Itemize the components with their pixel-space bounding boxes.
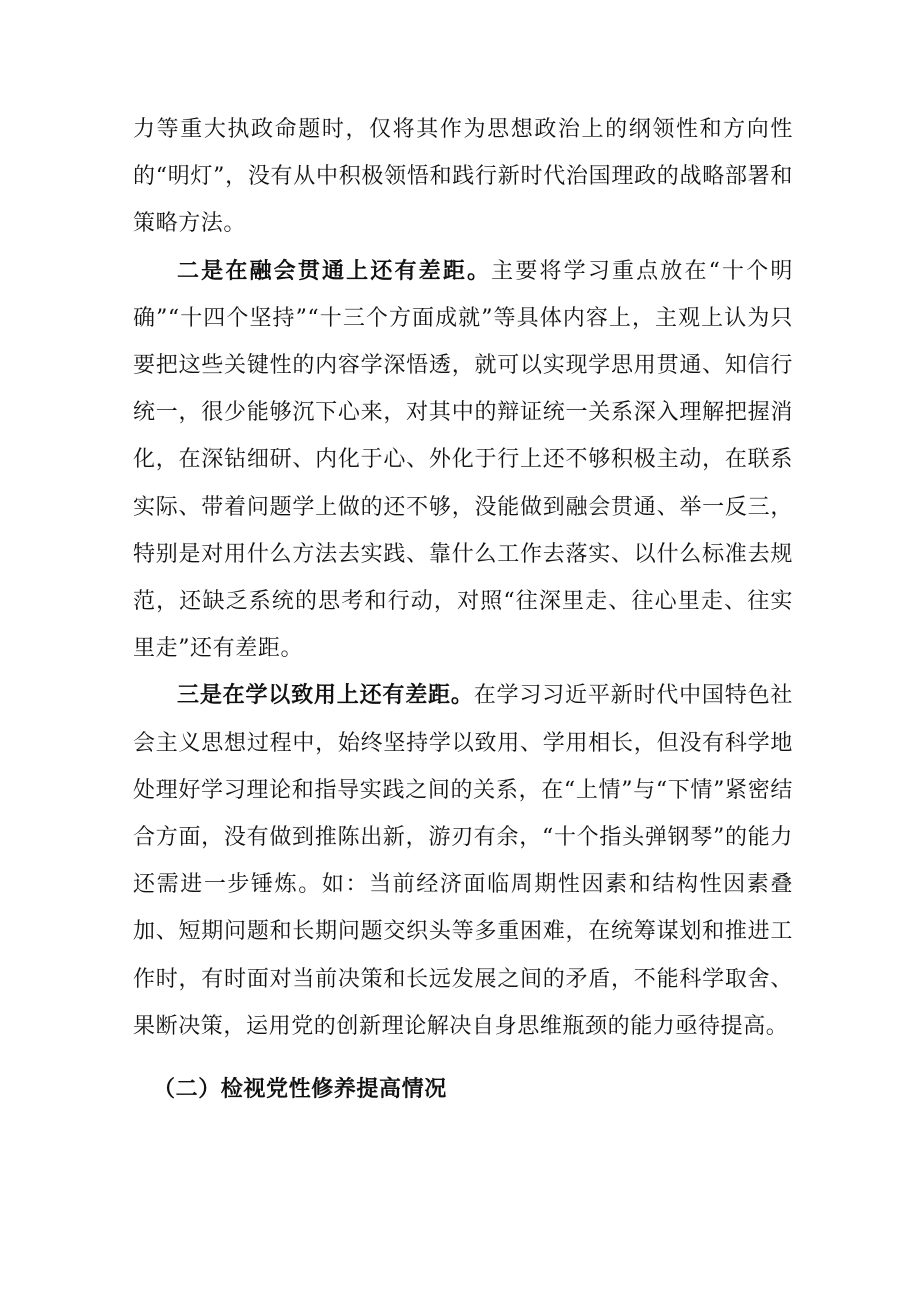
paragraph-body: 力等重大执政命题时，仅将其作为思想政治上的纲领性和方向性的“明灯”，没有从中积极领悟和践行新时代治国理政的战略部署和策略方法。: [133, 117, 793, 237]
paragraph-integration-gap: [133, 248, 793, 673]
paragraph-lead: 二是在融会贯通上还有差距。: [177, 257, 492, 284]
paragraph-body: 在学习习近平新时代中国特色社会主义思想过程中，始终坚持学以致用、学用相长，但没有科学地处理好学习理论和指导实践之间的关系，在“上情”与“下情”紧密结合方面，没有做到推陈出新，游刃有余，“十个指头弹钢琴”的能力还需进一步锤炼。如：当前经济面临周期性因素和结构性因素叠加、短期问题和长期问题交织头等多重困难，在统筹谋划和推进工作时，有时面对当前决策和长远发展之间的矛盾，不能科学取舍、果断决策，运用党的创新理论解决自身思维瓶颈的能力亟待提高。: [133, 683, 793, 1039]
paragraph-application-gap: [133, 672, 793, 1050]
paragraph-body: 主要将学习重点放在“十个明确”“十四个坚持”“十三个方面成就”等具体内容上，主观上认为只要把这些关键性的内容学深悟透，就可以实现学思用贯通、知信行统一，很少能够沉下心来，对其中的辩证统一关系深入理解把握消化，在深钻细研、内化于心、外化于行上还不够积极主动，在联系实际、带着问题学上做的还不够，没能做到融会贯通、举一反三，特别是对用什么方法去实践、靠什么工作去落实、以什么标准去规范，还缺乏系统的思考和行动，对照“往深里走、往心里走、往实里走”还有差距。: [133, 258, 793, 662]
document-body: [133, 106, 793, 1113]
paragraph-continuation: [133, 106, 793, 248]
paragraph-lead: 三是在学以致用上还有差距。: [177, 682, 474, 709]
section-heading: （二）检视党性修养提高情况: [153, 1077, 447, 1103]
